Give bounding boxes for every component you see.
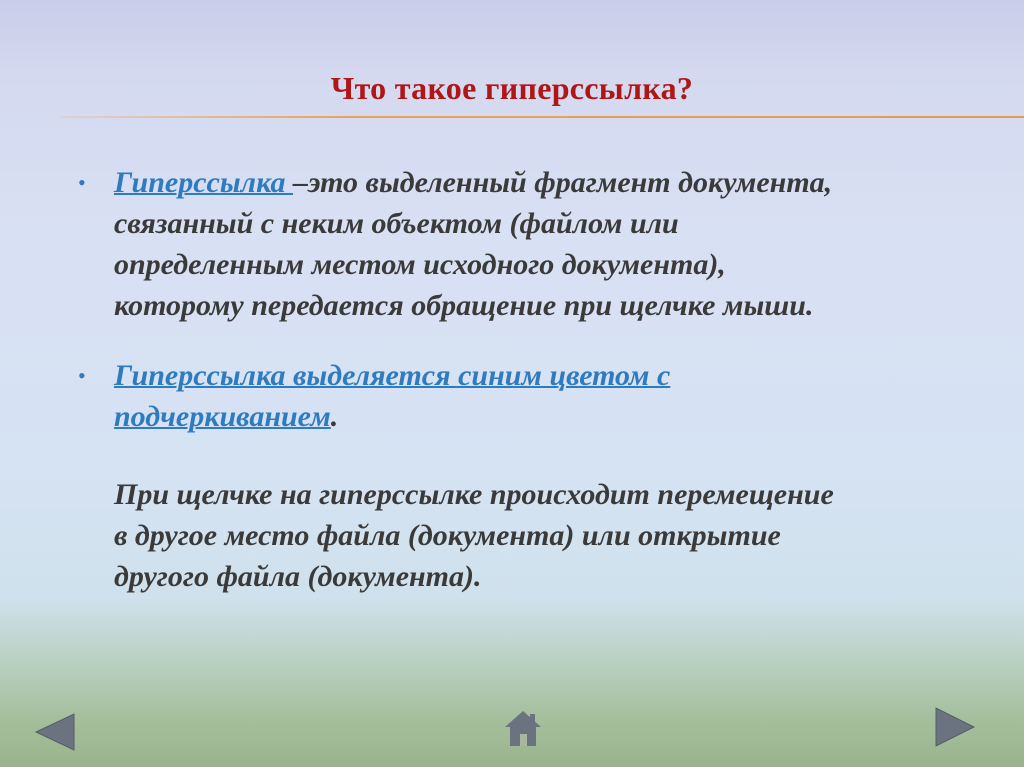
triangle-right-icon: [934, 707, 976, 747]
bullet-dot-icon: •: [78, 363, 86, 388]
definition-line-4: которому передается обращение при щелчке мыши.: [114, 289, 814, 322]
triangle-left-icon: [34, 713, 76, 751]
explanation-line-3: другого файла (документа).: [114, 560, 482, 593]
definition-line-1: –это выделенный фрагмент документа,: [293, 166, 833, 199]
slide-content: [68, 162, 958, 597]
hyperlink-example-line-2[interactable]: подчеркиванием: [114, 400, 331, 433]
hyperlink-term[interactable]: Гиперссылка: [114, 166, 294, 199]
previous-slide-button[interactable]: [34, 713, 76, 751]
slide-title: Что такое гиперссылка?: [330, 70, 694, 106]
bullet-item-definition: [68, 162, 958, 326]
hyperlink-example-line-1[interactable]: Гиперссылка выделяется синим цветом с: [114, 359, 671, 392]
next-slide-button[interactable]: [934, 707, 976, 747]
definition-line-2: связанный с неким объектом (файлом или: [114, 207, 679, 240]
explanation-paragraph: [68, 474, 958, 597]
definition-line-3: определенным местом исходного документа),: [114, 248, 726, 281]
bullet-item-highlight: [68, 355, 958, 437]
house-icon: [503, 708, 543, 748]
title-divider: [60, 116, 1024, 118]
bullet-tail: .: [330, 400, 339, 433]
explanation-line-2: в другое место файла (документа) или открытие: [114, 519, 781, 552]
explanation-line-1: При щелчке на гиперссылке происходит перемещение: [114, 478, 834, 511]
bullet-dot-icon: •: [78, 170, 86, 195]
home-button[interactable]: [503, 708, 543, 748]
